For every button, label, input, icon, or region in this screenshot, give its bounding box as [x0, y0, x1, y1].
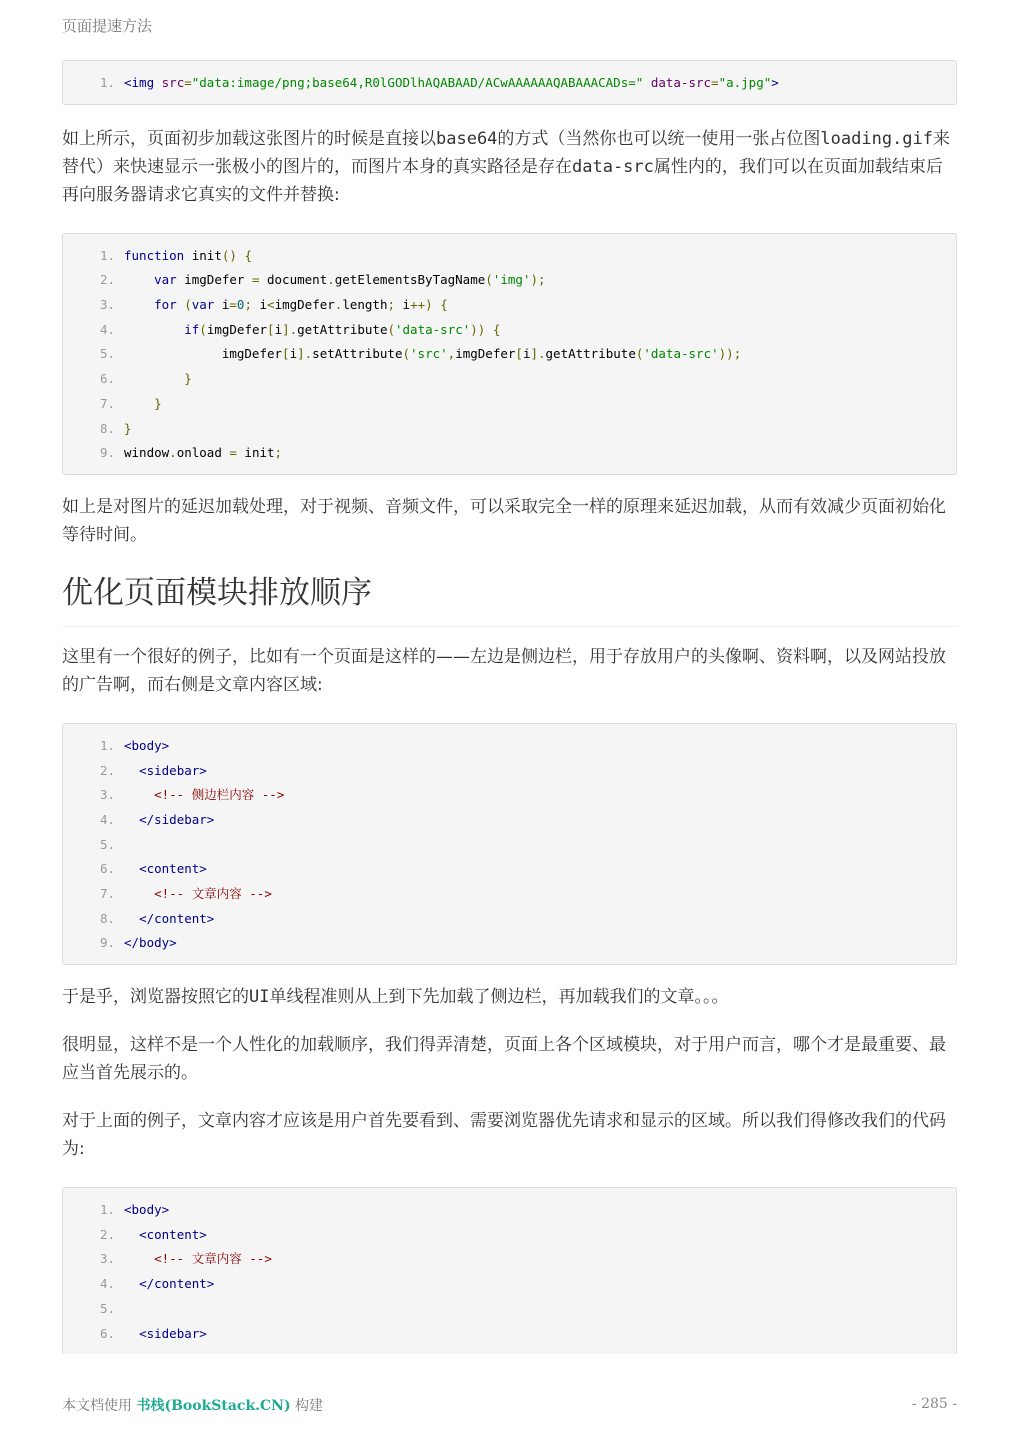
code-token: ].: [282, 321, 298, 337]
inline-code: base64: [436, 128, 498, 149]
code-line: [63, 1247, 956, 1272]
line-number: 6.: [99, 861, 115, 877]
code-line: [63, 71, 956, 96]
code-token: [124, 787, 154, 802]
text-run: 单线程准则从上到下先加载了侧边栏，再加载我们的文章。。。: [269, 987, 729, 1008]
running-header: 页面提速方法: [62, 17, 153, 35]
code-token: ;: [387, 297, 396, 313]
code-token: var: [191, 297, 215, 313]
code-token: 0: [236, 297, 245, 313]
code-text: [115, 833, 124, 858]
code-text: [115, 367, 192, 392]
inline-code: data-src: [572, 156, 654, 177]
code-text: [115, 268, 546, 293]
code-token: {: [244, 247, 252, 263]
code-text: [115, 342, 741, 367]
code-token: {: [440, 297, 448, 313]
text-run: 如上所示，页面初步加载这张图片的时候是直接以: [62, 128, 436, 149]
line-number: 1.: [99, 75, 115, 90]
code-line: [63, 1297, 956, 1322]
code-token: [: [282, 346, 290, 362]
code-token: data-src: [650, 75, 712, 90]
code-token: "data:image/png;base64,R0lGODlhAQABAAD/ACwAAAAAAQABAAACADs=": [191, 75, 644, 90]
line-number: 7.: [99, 886, 115, 901]
code-line: [63, 417, 956, 442]
code-token: =: [251, 272, 260, 288]
code-token: </sidebar>: [139, 811, 215, 827]
code-block-content-first: [62, 1187, 957, 1354]
code-line: [63, 293, 956, 318]
code-token: >: [771, 75, 779, 90]
text-run: 的方式（当然你也可以统一使用一张占位图: [497, 128, 821, 149]
line-number: 2.: [99, 1226, 115, 1242]
line-number: 1.: [99, 737, 115, 753]
code-token: <!-- 侧边栏内容 -->: [154, 787, 285, 803]
line-number: 2.: [99, 762, 115, 778]
code-line: [63, 1223, 956, 1248]
code-token: [124, 911, 139, 926]
code-text: [115, 882, 272, 907]
code-text: [115, 1223, 207, 1248]
code-line: [63, 759, 956, 784]
code-block-sidebar-first: [62, 723, 957, 965]
code-token: [124, 297, 154, 312]
code-token: [124, 1227, 139, 1242]
code-text: [115, 71, 779, 96]
code-token: ].: [530, 346, 546, 362]
footer-credit: [62, 1395, 323, 1415]
line-number: 1.: [99, 247, 115, 263]
text-run: 来替代）来快速显示一张极小的图片的，而图片本身的真实路径是存在: [62, 128, 951, 177]
text-run: 对于上面的例子，文章内容才应该是用户首先要看到、需要浏览器优先请求和显示的区域。所以我们得修改我们的代码为:: [62, 1111, 946, 1160]
code-token: <sidebar>: [139, 1325, 207, 1341]
code-line: [63, 907, 956, 932]
code-token: <: [267, 297, 275, 313]
code-token: <body>: [124, 737, 170, 753]
code-token: [643, 75, 651, 90]
line-number: 5.: [99, 1300, 115, 1316]
code-token: =: [229, 297, 237, 313]
code-token: (: [199, 321, 207, 337]
footer-prefix: 本文档使用: [62, 1398, 137, 1414]
code-token: imgDefer: [124, 346, 283, 362]
paragraph-modify-code: [62, 1107, 957, 1163]
code-line: [63, 931, 956, 956]
code-token: [124, 371, 184, 386]
code-token: [124, 322, 184, 337]
code-line: [63, 244, 956, 269]
code-token: [124, 886, 154, 901]
code-token: src: [161, 75, 185, 90]
code-token: getAttribute: [545, 346, 636, 362]
code-text: [115, 1247, 272, 1272]
code-token: ++): [410, 297, 433, 313]
paragraph-ui-single-thread: [62, 983, 957, 1011]
code-line: [63, 1272, 956, 1297]
code-line: [63, 833, 956, 858]
code-line: [63, 342, 956, 367]
code-token: (: [387, 321, 395, 337]
code-token: <sidebar>: [139, 762, 207, 778]
code-token: .: [334, 297, 343, 313]
code-token: getAttribute: [297, 321, 388, 337]
line-number: 8.: [99, 420, 115, 436]
code-token: init: [184, 247, 222, 263]
code-token: ].: [297, 346, 313, 362]
inline-code: loading.gif: [820, 128, 934, 149]
line-number: 9.: [99, 445, 115, 461]
code-token: }: [124, 420, 132, 436]
code-line: [63, 734, 956, 759]
code-text: [115, 244, 252, 269]
code-token: <content>: [139, 861, 207, 877]
code-token: }: [154, 395, 162, 411]
code-token: (: [485, 272, 493, 288]
text-run: 如上是对图片的延迟加载处理，对于视频、音频文件，可以采取完全一样的原理来延迟加载，从而有效减少页面初始化等待时间。: [62, 496, 946, 545]
code-token: imgDefer: [206, 321, 268, 337]
code-token: [124, 272, 154, 287]
code-text: [115, 907, 214, 932]
paragraph-base64-explanation: [62, 125, 957, 209]
code-token: <!-- 文章内容 -->: [154, 886, 272, 901]
line-number: 6.: [99, 371, 115, 387]
code-token: </content>: [139, 1276, 215, 1292]
line-number: 5.: [99, 836, 115, 852]
line-number: 9.: [99, 935, 115, 951]
code-text: [115, 759, 207, 784]
code-token: .: [327, 272, 335, 288]
code-token: "a.jpg": [718, 75, 772, 90]
code-text: [115, 857, 207, 882]
code-line: [63, 318, 956, 343]
line-number: 5.: [99, 346, 115, 362]
code-token: if: [184, 321, 200, 337]
code-token: window: [124, 445, 170, 461]
code-token: =: [711, 75, 719, 90]
line-number: 3.: [99, 787, 115, 803]
code-token: <content>: [139, 1226, 207, 1242]
text-run: 于是乎，浏览器按照它的: [62, 987, 249, 1008]
code-line: [63, 882, 956, 907]
text-run: 属性内的，我们可以在页面加载结束后再向服务器请求它真实的文件并替换:: [62, 156, 943, 205]
code-line: [63, 441, 956, 466]
line-number: 6.: [99, 1325, 115, 1341]
code-token: )): [470, 321, 486, 337]
code-token: (: [184, 297, 192, 313]
code-line: [63, 808, 956, 833]
code-token: 'img': [492, 272, 531, 288]
code-token: [485, 322, 493, 337]
code-token: <img: [124, 75, 155, 90]
code-token: i: [395, 297, 411, 313]
code-token: (): [221, 247, 237, 263]
code-token: =: [229, 445, 237, 461]
code-token: imgDefer: [455, 346, 516, 362]
code-token: i: [214, 297, 230, 313]
code-token: imgDefer: [176, 272, 252, 288]
code-token: [124, 1251, 154, 1266]
code-text: [115, 783, 284, 808]
code-token: init: [236, 445, 275, 461]
code-token: (: [402, 346, 411, 362]
code-token: </content>: [139, 910, 215, 926]
line-number: 3.: [99, 1251, 115, 1267]
code-token: 'data-src': [643, 346, 719, 362]
code-token: 'src': [410, 346, 448, 362]
line-number: 2.: [99, 272, 115, 288]
code-text: [115, 293, 448, 318]
code-token: );: [530, 272, 546, 288]
code-token: i: [522, 346, 531, 362]
paragraph-loading-order: [62, 1031, 957, 1087]
code-token: (: [635, 346, 644, 362]
code-token: imgDefer: [274, 297, 335, 313]
code-token: [124, 1326, 139, 1341]
code-token: document: [259, 272, 328, 288]
code-token: setAttribute: [312, 346, 403, 362]
line-number: 1.: [99, 1202, 115, 1218]
code-token: var: [154, 272, 177, 288]
paragraph-sidebar-example: [62, 643, 957, 699]
document-content: [62, 60, 957, 1354]
code-token: ,: [447, 346, 456, 362]
code-token: 'data-src': [395, 321, 471, 337]
code-text: [115, 417, 132, 442]
code-token: </body>: [124, 935, 177, 951]
code-text: [115, 441, 282, 466]
code-token: [: [267, 321, 275, 337]
code-token: length: [342, 297, 388, 313]
code-text: [115, 1198, 169, 1223]
line-number: 4.: [99, 811, 115, 827]
code-token: getElementsByTagName: [334, 272, 486, 288]
code-line: [63, 1322, 956, 1347]
code-block-img-tag: [62, 60, 957, 105]
code-line: [63, 268, 956, 293]
text-run: 这里有一个很好的例子，比如有一个页面是这样的——左边是侧边栏，用于存放用户的头像啊、资料啊，以及网站投放的广告啊，而右侧是文章内容区域:: [62, 646, 946, 695]
code-token: i: [289, 346, 298, 362]
footer-suffix: 构建: [290, 1398, 324, 1414]
code-token: [124, 1276, 139, 1291]
code-token: {: [492, 321, 501, 337]
code-token: onload: [176, 445, 230, 461]
code-token: for: [154, 297, 177, 313]
code-token: =: [184, 75, 192, 90]
code-token: ;: [274, 445, 283, 461]
code-line: [63, 1198, 956, 1223]
code-text: [115, 1322, 207, 1347]
code-line: [63, 783, 956, 808]
paragraph-lazy-load-summary: [62, 493, 957, 549]
code-token: function: [124, 247, 185, 263]
code-text: [115, 1297, 124, 1322]
code-token: <!-- 文章内容 -->: [154, 1251, 272, 1267]
code-token: [124, 861, 139, 876]
inline-code: UI: [249, 987, 270, 1008]
code-token: [: [515, 346, 523, 362]
line-number: 7.: [99, 395, 115, 411]
code-block-lazy-load-script: [62, 233, 957, 475]
page-number: - 285 -: [911, 1396, 957, 1412]
code-text: [115, 734, 169, 759]
code-token: i: [274, 321, 283, 337]
line-number: 8.: [99, 910, 115, 926]
line-number: 4.: [99, 1276, 115, 1292]
line-number: 4.: [99, 321, 115, 337]
code-text: [115, 931, 177, 956]
code-text: [115, 1272, 214, 1297]
code-line: [63, 367, 956, 392]
line-number: 3.: [99, 297, 115, 313]
code-token: ));: [718, 346, 742, 362]
code-line: [63, 857, 956, 882]
code-token: ;: [244, 297, 252, 313]
code-text: [115, 808, 214, 833]
code-token: [124, 812, 139, 827]
code-token: [124, 396, 154, 411]
code-token: i: [251, 297, 268, 313]
section-heading: 优化页面模块排放顺序: [62, 573, 957, 627]
code-token: [124, 763, 139, 778]
code-text: [115, 318, 500, 343]
code-token: .: [169, 445, 177, 461]
code-token: }: [184, 371, 192, 387]
code-line: [63, 392, 956, 417]
code-token: [154, 75, 162, 90]
bookstack-link[interactable]: 书栈(BookStack.CN): [136, 1398, 291, 1414]
text-run: 很明显，这样不是一个人性化的加载顺序，我们得弄清楚，页面上各个区域模块，对于用户而言，哪个才是最重要、最应当首先展示的。: [62, 1035, 946, 1084]
code-text: [115, 392, 162, 417]
code-token: <body>: [124, 1202, 170, 1218]
